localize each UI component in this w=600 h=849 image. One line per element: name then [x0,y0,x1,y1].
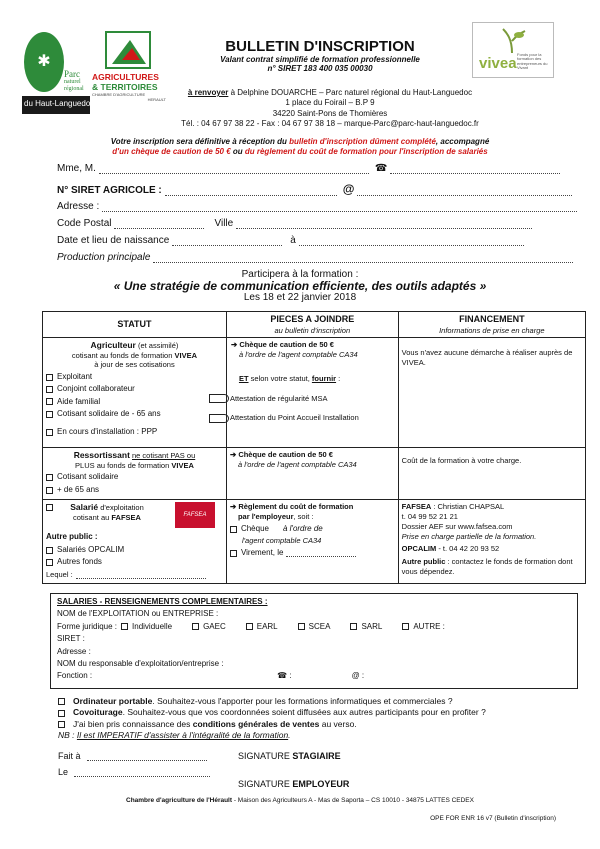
status-table [42,311,586,584]
lequel-label: Lequel : [46,569,73,579]
r2-head-bold: Ressortissant [73,450,130,461]
send-prefix: à renvoyer [187,88,229,97]
training-intro: Participera à la formation : [241,269,359,280]
training-dates: Les 18 et 22 janvier 2018 [243,292,357,303]
checkbox-installation[interactable] [46,429,53,436]
option-autre: AUTRE : [413,621,445,631]
checkbox-aide-familial[interactable] [46,398,53,405]
label-65-ans: + de 65 ans [57,484,100,494]
covoiturage-text: . Souhaitez-vous que vos coordonnées soient diffusées aux autres participants pour en profiter ? [122,707,486,718]
svg-text:✱: ✱ [37,51,51,70]
option-scea: SCEA [308,621,331,631]
cgv-end: au verso. [319,718,357,729]
chamber-logo-line4: HERAULT [147,97,166,102]
checkbox-individuelle[interactable] [121,623,128,630]
col-financement: FINANCEMENT [459,314,525,324]
fafsea-prise: Prise en charge partielle de la formation. [401,531,537,541]
cgv-label: conditions générales de ventes [192,718,320,729]
forme-label: Forme juridique : [57,621,118,631]
r3-head2: cotisant au [73,513,112,523]
label-opcalim: Salariés OPCALIM [57,544,125,554]
park-logo [22,28,95,114]
checkbox-salarie[interactable] [46,504,53,511]
r2-piece1: Chèque de caution de 50 € [238,450,333,460]
col-statut: STATUT [117,318,152,329]
notice-part3: , accompagné [435,137,490,146]
checkbox-sarl[interactable] [350,623,357,630]
phone-field[interactable] [390,166,560,174]
vivea-logo [472,22,554,78]
signature-employeur[interactable] [238,779,349,789]
salaries-box [50,593,578,689]
autre-public-label: Autre public [401,557,446,567]
birth-label: Date et lieu de naissance [57,235,170,246]
r2-head2-bold: VIVEA [171,461,194,471]
virement-date-field[interactable] [286,550,356,557]
col-pieces-sub: au bulletin d'inscription [274,325,351,335]
checkbox-covoiturage[interactable] [58,710,65,717]
r3-piece1: Règlement du coût de formation [238,502,354,512]
adresse-salarie-label: Adresse : [57,646,91,656]
checkbox-conjoint[interactable] [46,386,53,393]
cheque-order: à l'ordre de [282,523,323,533]
r2-head: ne cotisant PAS ou [132,451,196,461]
fafsea-label: FAFSEA [401,502,432,512]
virement-label: Virement, le [240,548,284,558]
r3-head-bold: Salarié [70,502,99,513]
label-cotisant-solidaire: Cotisant solidaire de - 65 ans [57,408,161,418]
page-subtitle: Valant contrat simplifié de formation professionnelle [220,55,420,64]
option-sarl: SARL [361,621,383,631]
address-label: Adresse : [57,201,100,212]
name-field[interactable] [99,166,369,174]
r1-head2: cotisant au fonds de formation [71,351,175,361]
send-to: à Delphine DOUARCHE – Parc naturel régional du Haut-Languedoc [228,88,473,97]
option-individuelle: Individuelle [132,621,173,631]
phone-icon: ☎ [374,163,388,174]
park-logo-line3: régional [64,85,84,92]
option-gaec: GAEC [203,621,226,631]
fafsea-logo: FAFSEA [175,502,215,528]
checkbox-earl[interactable] [246,623,253,630]
fait-field[interactable] [87,753,207,761]
checkbox-scea[interactable] [298,623,305,630]
signature-stagiaire[interactable] [238,751,341,761]
cheque-label: Chèque [240,523,269,533]
cheque-agent: l'agent comptable CA34 [241,536,322,546]
r3-head: d'exploitation [98,503,144,513]
city-field[interactable] [236,221,532,229]
fafsea-aef: Dossier AEF sur www.fafsea.com [401,521,513,531]
r3-autre-public: Autre public : [46,532,98,542]
nb-text: Il est IMPERATIF d'assister à l'intégralité de la formation [76,730,289,741]
r3-piece1c: , soit : [293,512,314,522]
siret-field[interactable] [165,188,337,196]
notice-part2: bulletin d'inscription dûment complété [289,137,436,146]
signature-stagiaire-label: STAGIAIRE [292,751,341,761]
exploitation-label: NOM de l'EXPLOITATION ou ENTREPRISE : [57,609,219,619]
r1-piece2-et: ET [238,373,249,383]
r1-piece2-end: : [336,373,341,383]
postal-label: Code Postal [57,218,112,229]
address-line2: 34220 Saint-Pons de Thomières [272,108,388,118]
autre-public-text: : contactez le fonds de formation dont vous dépendez. [401,557,573,576]
address-line1: 1 place du Foirail – B.P 9 [285,98,375,108]
notice [50,137,550,158]
checkbox-cotisant-solidaire[interactable] [46,411,53,418]
attest-msa: Attestation de régularité MSA [229,393,328,403]
production-label: Production principale [57,252,151,263]
attest-pai: Attestation du Point Accueil Installation [229,413,359,423]
r1-financement: Vous n'avez aucune démarche à réaliser auprès de VIVEA. [401,348,573,368]
checkbox-exploitant[interactable] [46,374,53,381]
r1-head2-bold: VIVEA [174,351,197,361]
checkbox-ordinateur[interactable] [58,698,65,705]
notice-part4: d'un chèque de caution de 50 € [112,147,231,157]
checkbox-65-ans[interactable] [46,487,53,494]
fonction-label: Fonction : [57,671,93,681]
checkbox-autres-fonds[interactable] [46,559,53,566]
r1-piece1: Chèque de caution de 50 € [239,340,334,350]
arrow-icon: ➔ [230,340,240,350]
le-field[interactable] [74,769,210,777]
r2-piece1b: à l'ordre de l'agent comptable CA34 [237,460,357,470]
city-label: Ville [214,218,234,229]
fait-label: Fait à [58,751,81,761]
notice-part1: Votre inscription sera définitive à réception du [110,137,290,146]
chamber-logo-line2: & TERRITOIRES [92,82,158,92]
fonction-email-label: @ : [351,671,365,681]
birth-at-label: à [290,235,296,246]
checkbox-autre[interactable] [402,623,409,630]
r1-piece1b: à l'ordre de l'agent comptable CA34 [238,350,358,360]
label-installation: En cours d'installation : PPP [57,427,158,437]
option-earl: EARL [256,621,278,631]
opcalim-phone: - t. 04 42 20 93 52 [436,544,500,554]
lequel-field[interactable] [76,572,206,579]
responsable-label: NOM du responsable d'exploitation/entreprise : [57,658,224,668]
r1-head: (et assimilé) [135,341,179,351]
cgv-text: J'ai bien pris connaissance des [73,718,193,729]
siret-label: N° SIRET AGRICOLE : [57,185,162,196]
checkbox-cheque[interactable] [230,526,237,533]
label-aide-familial: Aide familial [57,396,101,406]
footer-addr: - Maison des Agriculteurs A - Mas de Saporta – CS 10010 - 34875 LATTES CEDEX [232,797,474,804]
pointer-arrow-icon [209,414,229,423]
birth-date-field[interactable] [172,238,282,246]
chamber-logo-graphic [92,30,166,70]
siret-salarie-label: SIRET : [57,634,85,644]
park-logo-line4: du Haut-Languedoc [24,99,95,108]
training-title: « Une stratégie de communication efficiente, des outils adaptés » [113,279,487,293]
exploitation-field[interactable] [221,614,571,621]
signature-stagiaire-prefix: SIGNATURE [238,751,293,761]
covoiturage-label: Covoiturage [73,707,123,718]
r2-head2: PLUS au fonds de formation [75,461,172,471]
production-field[interactable] [153,255,573,263]
nb-label: NB : [58,730,77,741]
fafsea-contact: : Christian CHAPSAL [431,502,505,512]
fafsea-phone: t. 04 99 52 21 21 [401,512,458,522]
email-field[interactable] [357,188,572,196]
r1-piece2-fournir: fournir [311,373,337,383]
signature-employeur-label: EMPLOYEUR [292,779,350,789]
ordinateur-text: . Souhaitez-vous l'apporter pour les formations informatiques et commerciales ? [152,696,453,706]
salaries-title: SALARIES - RENSEIGNEMENTS COMPLEMENTAIRES : [57,597,268,606]
ordinateur-label: Ordinateur portable [73,696,153,706]
checkbox-cotisant-solidaire-2[interactable] [46,474,53,481]
notice-part6: du règlement du coût de formation pour l'inscription de salariés [244,147,488,157]
siret-number: n° SIRET 183 400 035 00030 [267,64,373,73]
le-label: Le [58,767,69,777]
r1-head-bold: Agriculteur [90,340,136,351]
pointer-arrow-icon [209,394,229,403]
opcalim-label: OPCALIM [401,544,437,554]
page-title: BULLETIN D'INSCRIPTION [225,38,415,55]
r2-financement: Coût de la formation à votre charge. [401,456,522,466]
address-field[interactable] [102,204,577,212]
birth-place-field[interactable] [299,238,524,246]
nb-end: . [288,730,291,741]
label-conjoint: Conjoint collaborateur [57,384,135,394]
vivea-leaf-icon [497,25,527,55]
checkbox-virement[interactable] [230,550,237,557]
col-financement-sub: Informations de prise en charge [439,325,545,335]
label-exploitant: Exploitant [57,371,93,381]
chamber-logo-line3: CHAMBRE D'AGRICULTURE [92,92,146,97]
email-at-icon: @ [342,182,355,196]
footer-org: Chambre d'agriculture de l'Hérault [126,797,233,804]
contact-line: Tél. : 04 67 97 38 22 - Fax : 04 67 97 38 18 – marque-Parc@parc-haut-languedoc.fr [181,119,479,129]
notice-part5: ou [230,147,245,157]
r3-piece1b: par l'employeur [237,512,294,522]
arrow-icon: ➔ [229,502,239,512]
signature-employeur-prefix: SIGNATURE [238,779,293,789]
footer-ref: OPE FOR ENR 16 v7 (Bulletin d'inscription) [430,815,556,822]
checkbox-cgv[interactable] [58,721,65,728]
label-cotisant-solidaire-2: Cotisant solidaire [57,472,119,482]
r1-head3: à jour de ses cotisations [94,360,175,370]
vivea-name: vivea [479,55,517,72]
fonction-phone-label: ☎ : [277,671,292,681]
park-logo-line2: naturel [64,79,81,86]
arrow-icon: ➔ [229,450,239,460]
postal-field[interactable] [114,221,204,229]
r1-piece2: selon votre statut, [248,373,312,383]
park-logo-line1: Parc [64,69,80,79]
checkbox-opcalim[interactable] [46,547,53,554]
r3-head2-bold: FAFSEA [111,513,141,523]
chamber-logo-line1: AGRICULTURES [92,72,159,82]
col-pieces: PIECES A JOINDRE [270,314,355,324]
vivea-tagline: Fonds pour la formation des entrepreneurs du Vivant [517,52,548,71]
name-label: Mme, M. [57,163,96,174]
label-autres-fonds: Autres fonds [57,557,102,567]
checkbox-gaec[interactable] [192,623,199,630]
